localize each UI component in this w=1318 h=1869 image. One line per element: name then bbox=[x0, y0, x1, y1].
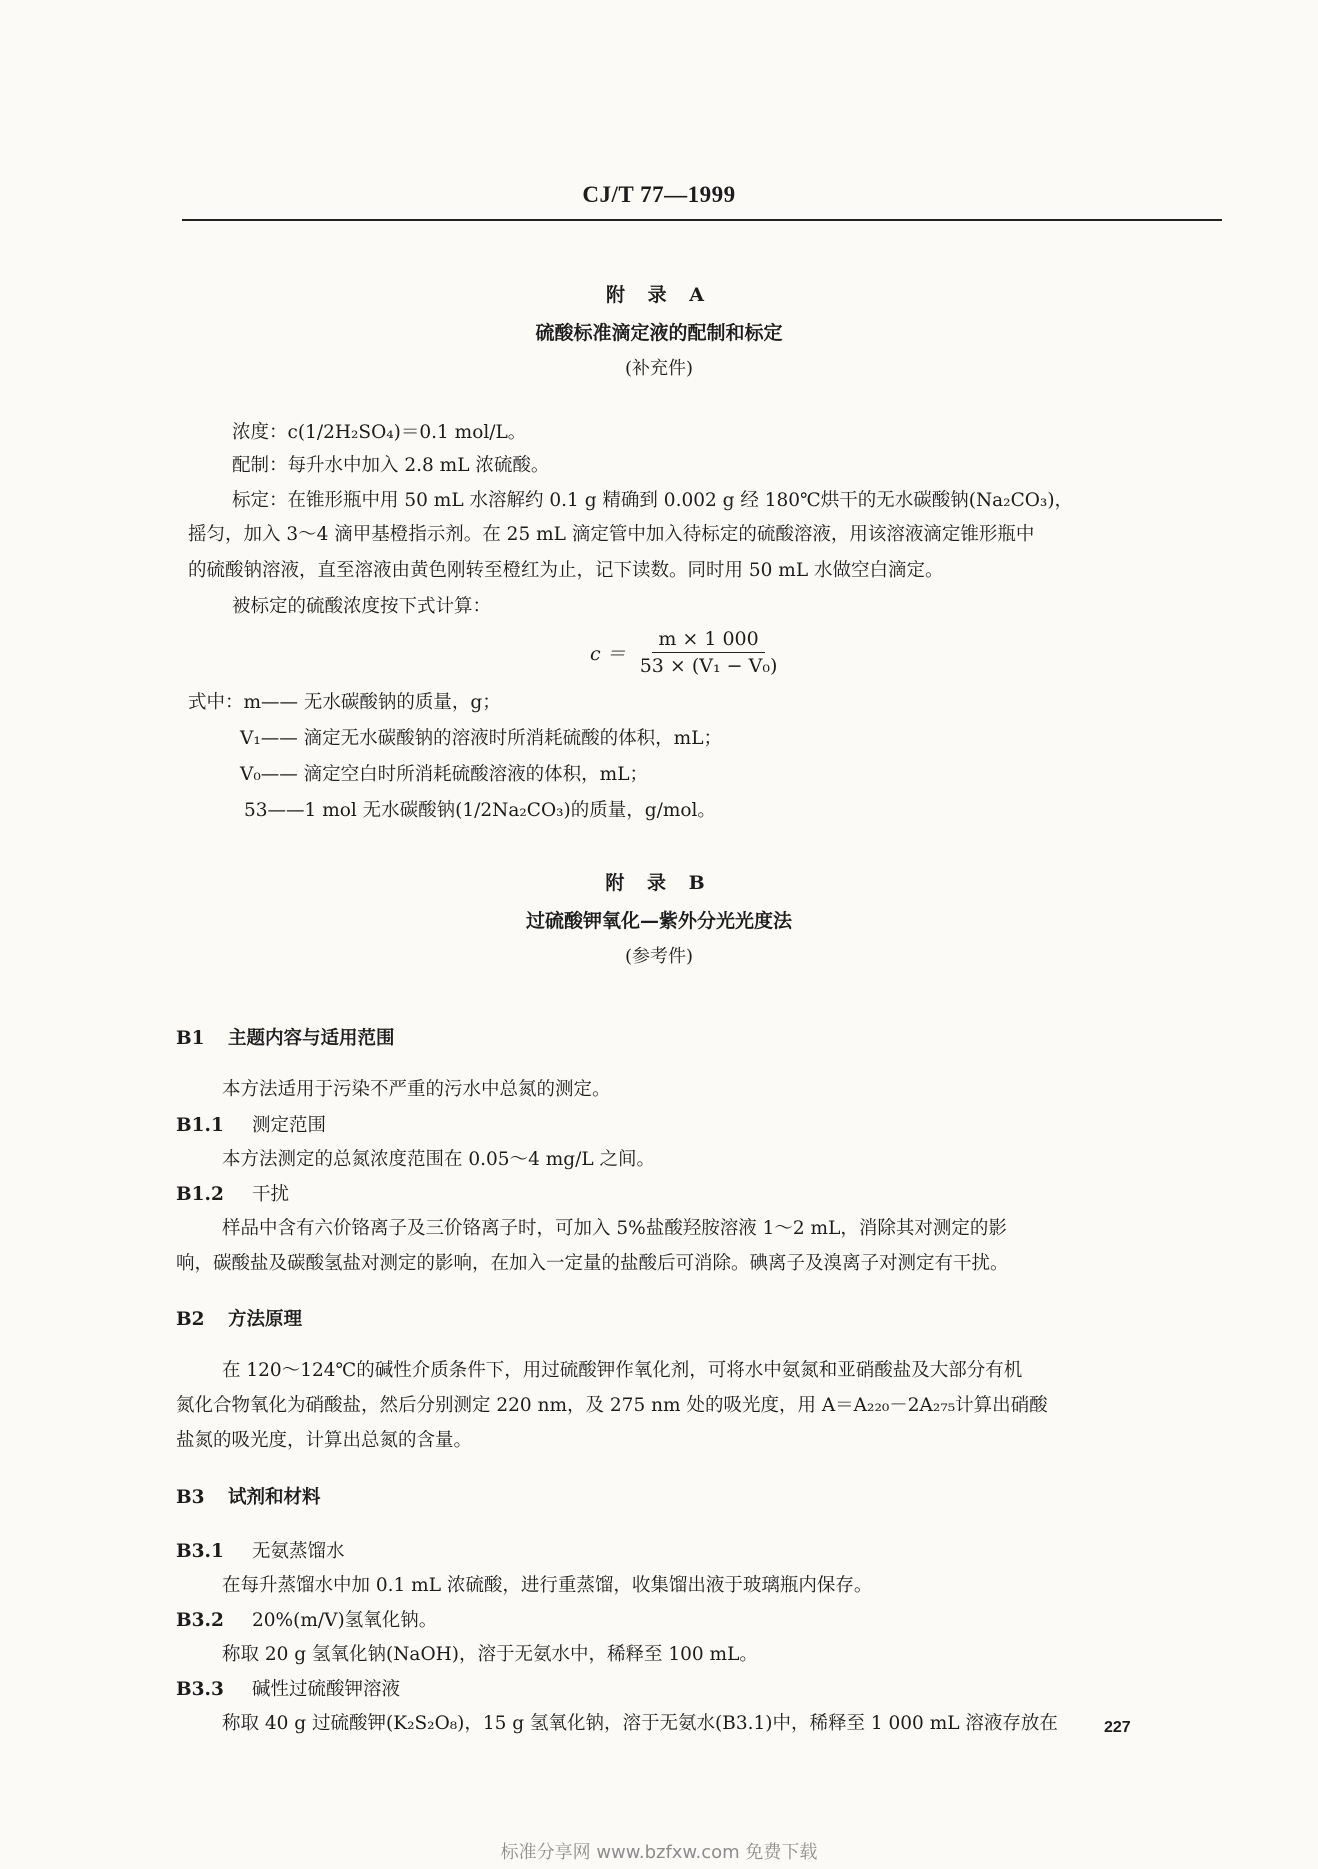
section-b1-heading bbox=[176, 1024, 395, 1050]
section-b3-3-title: 碱性过硫酸钾溶液 bbox=[252, 1679, 401, 1700]
section-b3-2-heading bbox=[176, 1606, 437, 1632]
section-b2-heading bbox=[176, 1305, 302, 1331]
page-number: 227 bbox=[1104, 1719, 1131, 1736]
section-b3-3-text: 称取 40 g 过硫酸钾(K₂S₂O₈)，15 g 氢氧化钠，溶于无氨水(B3.1)中，稀释至 1 000 mL 溶液存放在 bbox=[222, 1713, 1058, 1734]
where-line-53: 53——1 mol 无水碳酸钠(1/2Na₂CO₃)的质量，g/mol。 bbox=[244, 800, 716, 821]
appendix-b-note: (参考件) bbox=[624, 946, 694, 967]
section-b1-1-text: 本方法测定的总氮浓度范围在 0.05～4 mg/L 之间。 bbox=[222, 1149, 656, 1170]
section-b1-1-title: 测定范围 bbox=[252, 1115, 327, 1136]
section-b2-text-3: 盐氮的吸光度，计算出总氮的含量。 bbox=[176, 1430, 473, 1451]
appendix-a-title: 附 录 A bbox=[606, 284, 712, 306]
appendix-b-title: 附 录 B bbox=[605, 872, 713, 894]
section-b1-2-title: 干扰 bbox=[252, 1184, 290, 1205]
calibration-line-1: 标定：在锥形瓶中用 50 mL 水溶解约 0.1 g 精确到 0.002 g 经 180℃烘干的无水碳酸钠(Na₂CO₃)， bbox=[232, 490, 1074, 511]
appendix-a-note: (补充件) bbox=[624, 358, 694, 379]
formula-numerator: m × 1 000 bbox=[652, 628, 764, 653]
section-b3-3-heading bbox=[176, 1675, 400, 1701]
section-b3-number: B3 bbox=[176, 1487, 205, 1508]
appendix-a-subtitle: 硫酸标准滴定液的配制和标定 bbox=[535, 322, 783, 344]
section-b1-1-number: B1.1 bbox=[176, 1115, 224, 1136]
section-b2-text-2: 氮化合物氧化为硝酸盐，然后分别测定 220 nm，及 275 nm 处的吸光度，用 A＝A₂₂₀－2A₂₇₅计算出硝酸 bbox=[176, 1395, 1048, 1416]
section-b3-1-number: B3.1 bbox=[176, 1541, 224, 1562]
section-b3-2-number: B3.2 bbox=[176, 1610, 224, 1631]
section-b3-1-title: 无氨蒸馏水 bbox=[252, 1541, 345, 1562]
section-b1-2-number: B1.2 bbox=[176, 1184, 224, 1205]
section-b3-2-text: 称取 20 g 氢氧化钠(NaOH)，溶于无氨水中，稀释至 100 mL。 bbox=[222, 1644, 758, 1665]
section-b1-2-text-2: 响，碳酸盐及碳酸氢盐对测定的影响，在加入一定量的盐酸后可消除。碘离子及溴离子对测定有干扰。 bbox=[176, 1253, 1009, 1274]
section-b3-3-number: B3.3 bbox=[176, 1679, 224, 1700]
where-line-m: 式中：m—— 无水碳酸钠的质量，g； bbox=[188, 692, 501, 713]
formula-fraction bbox=[634, 628, 784, 677]
section-b3-1-text: 在每升蒸馏水中加 0.1 mL 浓硫酸，进行重蒸馏，收集馏出液于玻璃瓶内保存。 bbox=[222, 1575, 873, 1596]
calibration-line-3: 的硫酸钠溶液，直至溶液由黄色刚转至橙红为止，记下读数。同时用 50 mL 水做空白滴定。 bbox=[188, 560, 944, 581]
section-b1-number: B1 bbox=[176, 1028, 205, 1049]
preparation-line: 配制：每升水中加入 2.8 mL 浓硫酸。 bbox=[232, 455, 550, 476]
appendix-b-subtitle: 过硫酸钾氧化—紫外分光光度法 bbox=[525, 910, 792, 932]
concentration-line: 浓度：c(1/2H₂SO₄)＝0.1 mol/L。 bbox=[232, 422, 527, 443]
header-rule bbox=[182, 219, 1222, 221]
where-line-v1: V₁—— 滴定无水碳酸钠的溶液时所消耗硫酸的体积，mL； bbox=[240, 728, 722, 749]
section-b3-heading bbox=[176, 1483, 321, 1509]
section-b3-title: 试剂和材料 bbox=[228, 1487, 321, 1508]
section-b2-title: 方法原理 bbox=[228, 1309, 303, 1330]
formula-intro: 被标定的硫酸浓度按下式计算： bbox=[232, 596, 492, 617]
section-b2-number: B2 bbox=[176, 1309, 205, 1330]
section-b3-1-heading bbox=[176, 1537, 345, 1563]
section-b1-2-heading bbox=[176, 1180, 289, 1206]
download-site-watermark: 标准分享网 www.bzfxw.com 免费下载 bbox=[500, 1842, 818, 1863]
where-line-v0: V₀—— 滴定空白时所消耗硫酸溶液的体积，mL； bbox=[240, 764, 648, 785]
calibration-line-2: 摇匀，加入 3～4 滴甲基橙指示剂。在 25 mL 滴定管中加入待标定的硫酸溶液，用该溶液滴定锥形瓶中 bbox=[188, 524, 1035, 545]
concentration-formula bbox=[590, 628, 783, 677]
formula-lhs: c ＝ bbox=[590, 643, 626, 665]
section-b3-2-title: 20%(m/V)氢氧化钠。 bbox=[252, 1610, 438, 1631]
document-header: CJ/T 77—1999 bbox=[582, 182, 736, 207]
section-b1-text: 本方法适用于污染不严重的污水中总氮的测定。 bbox=[222, 1079, 611, 1100]
section-b2-text-1: 在 120～124℃的碱性介质条件下，用过硫酸钾作氧化剂，可将水中氨氮和亚硝酸盐及大部分有机 bbox=[222, 1360, 1023, 1381]
section-b1-1-heading bbox=[176, 1111, 326, 1137]
section-b1-2-text-1: 样品中含有六价铬离子及三价铬离子时，可加入 5%盐酸羟胺溶液 1～2 mL，消除其对测定的影 bbox=[222, 1218, 1007, 1239]
formula-denominator: 53 × (V₁ − V₀) bbox=[639, 655, 778, 677]
section-b1-title: 主题内容与适用范围 bbox=[228, 1028, 395, 1049]
